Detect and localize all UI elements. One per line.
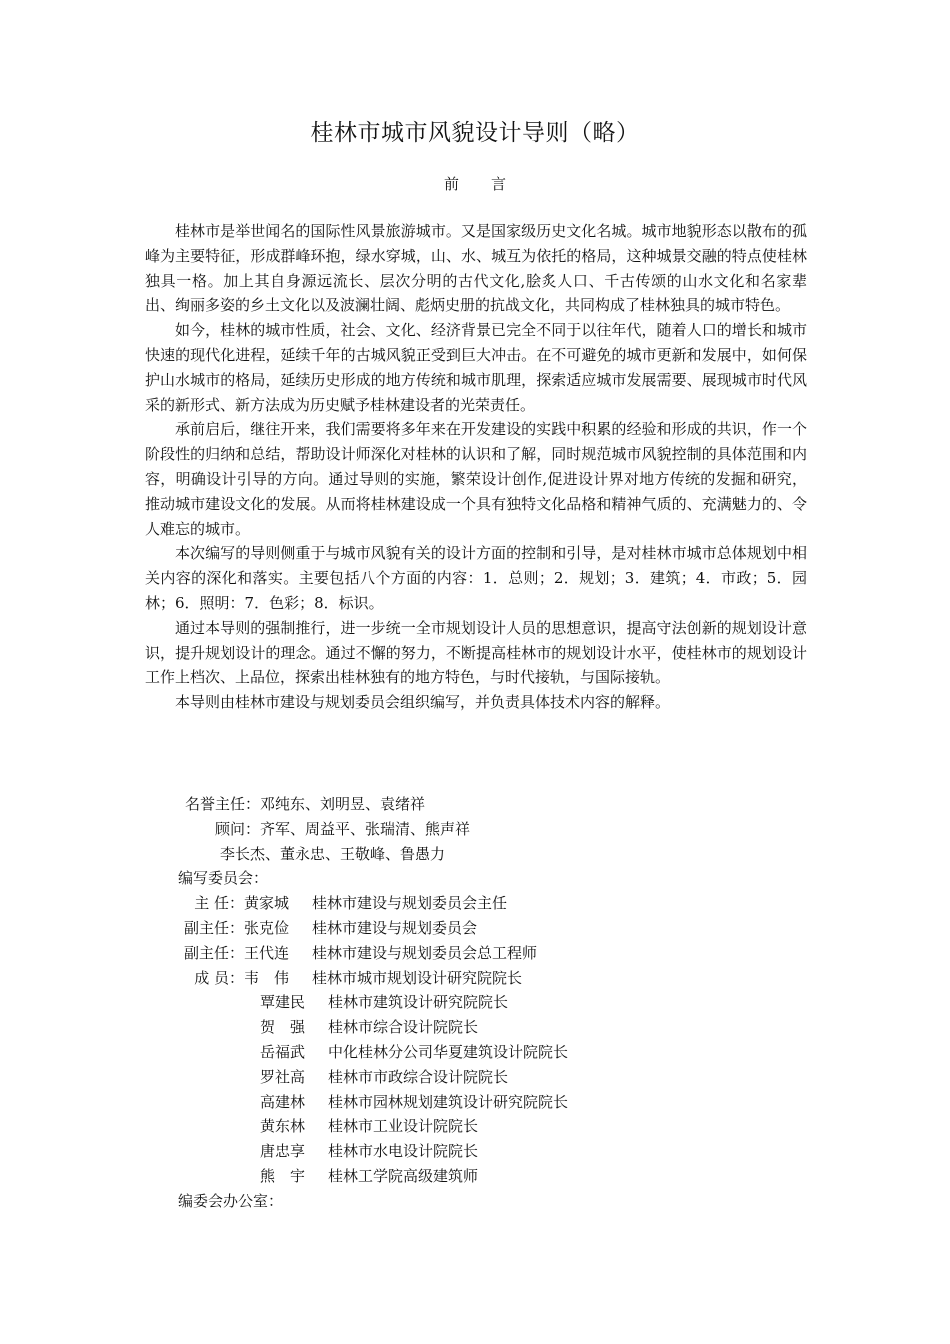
member-role-label: 成 员： (194, 968, 244, 987)
member-line (178, 1164, 778, 1189)
member-line (178, 1065, 778, 1090)
paragraph: 如今，桂林的城市性质，社会、文化、经济背景已完全不同于以往年代，随着人口的增长和城市快速的现代化进程，延续千年的古城风貌正受到巨大冲击。在不可避免的城市更新和发展中，如何保护山水城市的格局，延续历史形成的地方传统和城市肌理，探索适应城市发展需要、展现城市时代风采的新形式、新方法成为历史赋予桂林建设者的光荣责任。 (145, 321, 807, 414)
paragraph: 通过本导则的强制推行，进一步统一全市规划设计人员的思想意识，提高守法创新的规划设计意识，提升规划设计的理念。通过不懈的努力，不断提高桂林市的规划设计水平，使桂林市的规划设计工作上档次、上品位，探索出桂林独有的地方特色，与时代接轨，与国际接轨。 (145, 618, 807, 687)
honor-names: 邓纯东、刘明昱、袁绪祥 (260, 795, 426, 813)
paragraph: 本次编写的导则侧重于与城市风貌有关的设计方面的控制和引导，是对桂林市城市总体规划中相关内容的深化和落实。主要包括八个方面的内容：1．总则；2．规划；3．建筑；4．市政；5．园林；6．照明：7．色彩；8．标识。 (145, 544, 807, 612)
person-name: 黄家城 (244, 894, 290, 913)
member-line (178, 990, 778, 1015)
person-name: 高建林 (260, 1092, 306, 1111)
paragraph: 本导则由桂林市建设与规划委员会组织编写，并负责具体技术内容的解释。 (175, 693, 671, 712)
member-line (178, 1114, 778, 1139)
vice-role-label: 副主任： (183, 943, 244, 962)
person-name: 韦 伟 (244, 968, 290, 987)
member-line (178, 966, 778, 991)
advisor-names: 齐军、周益平、张瑞清、熊声祥 (260, 819, 471, 838)
member-line (178, 1015, 778, 1040)
honor-line (178, 792, 778, 817)
person-title: 桂林市综合设计院院长 (328, 1018, 479, 1037)
person-name: 罗社高 (260, 1067, 306, 1086)
person-name: 黄东林 (260, 1117, 306, 1136)
advisor-names: 李长杰、董永忠、王敬峰、鲁愚力 (220, 844, 446, 863)
person-title: 桂林市工业设计院院长 (328, 1117, 479, 1136)
person-name: 唐忠享 (260, 1142, 306, 1161)
section-heading: 前言 (443, 175, 538, 193)
person-title: 桂林市园林规划建筑设计研究院院长 (328, 1092, 569, 1111)
member-line (178, 1139, 778, 1164)
advisor-line (178, 817, 778, 842)
vice-chair-line (178, 916, 778, 941)
committee-heading: 编写委员会： (178, 869, 269, 888)
person-name: 覃建民 (260, 993, 306, 1012)
paragraph: 桂林市是举世闻名的国际性风景旅游城市。又是国家级历史文化名城。城市地貌形态以散布的孤峰为主要特征，形成群峰环抱，绿水穿城，山、水、城互为依托的格局，这种城景交融的特点使桂林独具一格。加上其自身源远流长、层次分明的古代文化,脍炙人口、千古传颂的山水文化和名家辈出、绚丽多姿的乡土文化以及波澜壮阔、彪炳史册的抗战文化，共同构成了桂林独具的城市特色。 (145, 222, 807, 315)
office-heading: 编委会办公室： (178, 1191, 284, 1210)
credits-section (178, 792, 778, 1214)
vice-chair-line (178, 941, 778, 966)
person-name: 熊 宇 (260, 1166, 306, 1185)
advisor-line-continued (178, 842, 778, 867)
person-title: 桂林市建设与规划委员会 (312, 918, 478, 937)
person-title: 桂林市水电设计院院长 (328, 1142, 479, 1161)
person-name: 张克俭 (244, 918, 290, 937)
person-title: 桂林市建设与规划委员会主任 (312, 894, 508, 913)
chair-role-label: 主 任： (194, 894, 244, 913)
document-title: 桂林市城市风貌设计导则（略） (310, 120, 640, 146)
honor-role-label: 名誉主任： (184, 795, 260, 813)
vice-role-label: 副主任： (183, 918, 244, 937)
preface-body (145, 219, 807, 715)
person-title: 桂林市建设与规划委员会总工程师 (312, 943, 538, 962)
chair-line (178, 891, 778, 916)
person-title: 中化桂林分公司华夏建筑设计院院长 (328, 1042, 569, 1061)
person-name: 岳福武 (260, 1042, 306, 1061)
person-title: 桂林市城市规划设计研究院院长 (312, 968, 523, 987)
person-name: 王代连 (244, 943, 290, 962)
person-title: 桂林市市政综合设计院院长 (328, 1067, 509, 1086)
member-line (178, 1040, 778, 1065)
person-title: 桂林工学院高级建筑师 (328, 1166, 479, 1185)
member-line (178, 1090, 778, 1115)
advisor-role-label: 顾问： (214, 819, 260, 838)
person-name: 贺 强 (260, 1018, 306, 1037)
paragraph: 承前启后，继往开来，我们需要将多年来在开发建设的实践中积累的经验和形成的共识，作一个阶段性的归纳和总结，帮助设计师深化对桂林的认识和了解，同时规范城市风貌控制的具体范围和内容，明确设计引导的方向。通过导则的实施，繁荣设计创作,促进设计界对地方传统的发掘和研究，推动城市建设文化的发展。从而将桂林建设成一个具有独特文化品格和精神气质的、充满魅力的、令人难忘的城市。 (145, 420, 807, 538)
person-title: 桂林市建筑设计研究院院长 (328, 993, 509, 1012)
